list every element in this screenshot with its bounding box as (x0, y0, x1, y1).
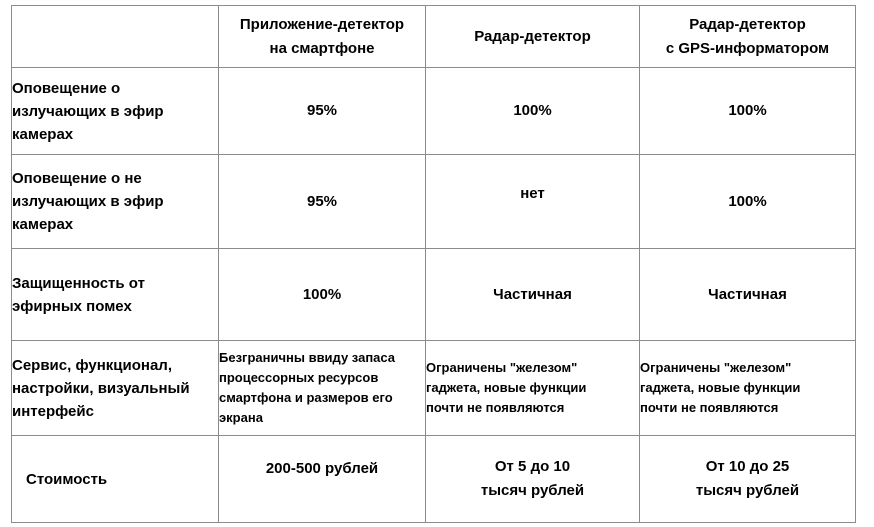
header-radar-detector (426, 6, 640, 68)
cell-text-line: гаджета, новые функции (640, 380, 801, 395)
cell-value: Частичная (640, 249, 856, 341)
row-label-line: камерах (12, 216, 74, 233)
cell-text-line: смартфона и размеров его (219, 390, 393, 405)
header-smartphone-app-line1: Приложение-детектор (239, 15, 405, 33)
cell-text-line: Ограничены "железом" (640, 360, 792, 375)
table-row (12, 249, 856, 341)
cell-text-line: Безграничны ввиду запаса (219, 350, 396, 365)
cell-value (426, 155, 640, 249)
row-label-line: эфирных помех (12, 297, 132, 315)
cell-value-text-block (426, 341, 640, 436)
cell-text-line: тысяч рублей (695, 482, 800, 499)
header-smartphone-app (219, 6, 426, 68)
row-label-emitting-cameras (12, 68, 219, 155)
cell-value-text-block (219, 341, 426, 436)
cell-text-line: экрана (219, 410, 263, 425)
comparison-table (11, 5, 856, 523)
row-label-line: Оповещение о не (12, 170, 142, 187)
cell-value-text-block (640, 341, 856, 436)
table-row (12, 341, 856, 436)
cell-text-line: почти не появляются (640, 400, 779, 415)
row-label-line: излучающих в эфир (12, 193, 164, 210)
cell-text-line: 200-500 рублей (265, 460, 379, 477)
cell-value: 100% (219, 249, 426, 341)
cell-value: Частичная (426, 249, 640, 341)
row-label-line: Защищенность от (12, 274, 145, 292)
header-radar-detector-line1: Радар-детектор (474, 27, 591, 45)
cell-value (426, 436, 640, 523)
cell-value (640, 436, 856, 523)
header-radar-gps-line2: с GPS-информатором (665, 39, 830, 57)
row-label-line: интерфейс (12, 402, 94, 420)
row-label-line: Оповещение о (12, 79, 121, 97)
header-corner-cell (12, 6, 219, 68)
table-row (12, 68, 856, 155)
cell-text-line: Ограничены "железом" (426, 360, 578, 375)
cell-value-text: нет (520, 184, 545, 202)
row-label-line: Сервис, функционал, (12, 356, 172, 374)
cell-text-line: почти не появляются (426, 400, 565, 415)
cell-text-line: тысяч рублей (480, 482, 585, 499)
cell-value: 100% (426, 68, 640, 155)
cell-value: 95% (219, 68, 426, 155)
row-label-interference-protection (12, 249, 219, 341)
cell-value: 100% (640, 68, 856, 155)
row-label-price (12, 436, 219, 523)
row-label-service-features (12, 341, 219, 436)
table-row (12, 155, 856, 249)
cell-text-line: От 10 до 25 (705, 458, 790, 475)
table-row (12, 436, 856, 523)
row-label-line: камерах (12, 125, 74, 143)
cell-value (219, 436, 426, 523)
cell-value: 95% (219, 155, 426, 249)
row-label-non-emitting-cameras (12, 155, 219, 249)
header-radar-gps (640, 6, 856, 68)
row-label-line: настройки, визуальный (12, 379, 190, 397)
row-label-line: Стоимость (26, 470, 108, 488)
cell-text-line: От 5 до 10 (494, 458, 571, 475)
header-row (12, 6, 856, 68)
header-radar-gps-line1: Радар-детектор (689, 15, 806, 33)
row-label-line: излучающих в эфир (12, 102, 164, 120)
cell-text-line: процессорных ресурсов (219, 370, 379, 385)
cell-value: 100% (640, 155, 856, 249)
cell-text-line: гаджета, новые функции (426, 380, 587, 395)
header-smartphone-app-line2: на смартфоне (269, 39, 375, 57)
